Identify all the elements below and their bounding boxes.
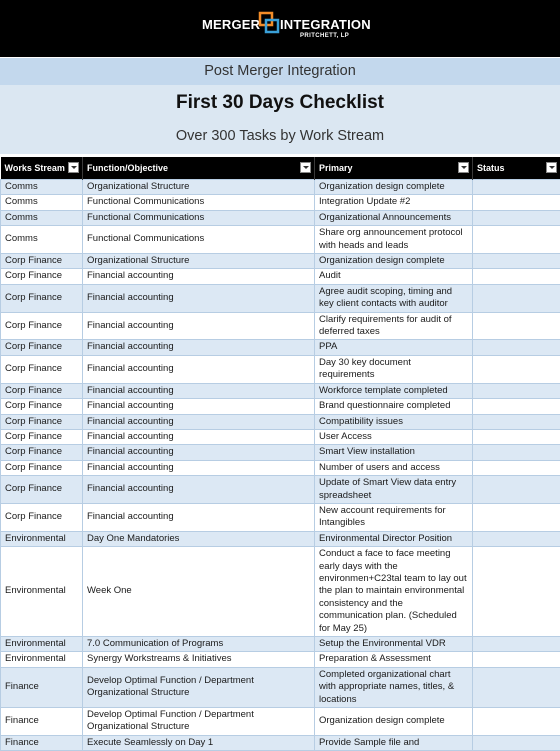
table-row xyxy=(1,503,560,531)
cell-status[interactable] xyxy=(473,429,560,444)
cell-works-stream[interactable]: Corp Finance xyxy=(1,312,83,340)
logo-word-merger: MERGER xyxy=(202,17,260,32)
cell-status[interactable] xyxy=(473,445,560,460)
cell-primary[interactable]: Organization design complete xyxy=(315,708,473,736)
cell-works-stream[interactable]: Environmental xyxy=(1,531,83,546)
cell-function[interactable]: Financial accounting xyxy=(83,269,315,284)
cell-function[interactable]: Financial accounting xyxy=(83,414,315,429)
cell-works-stream[interactable]: Comms xyxy=(1,195,83,210)
cell-works-stream[interactable]: Corp Finance xyxy=(1,399,83,414)
table-row xyxy=(1,460,560,475)
table-row xyxy=(1,667,560,707)
table-row xyxy=(1,531,560,546)
table-body xyxy=(1,180,560,751)
cell-function[interactable]: Functional Communications xyxy=(83,210,315,225)
cell-primary[interactable]: Environmental Director Position xyxy=(315,531,473,546)
cell-works-stream[interactable]: Finance xyxy=(1,708,83,736)
table-row xyxy=(1,355,560,383)
filter-dropdown-icon[interactable] xyxy=(458,162,469,173)
cell-status[interactable] xyxy=(473,503,560,531)
cell-primary[interactable]: Brand questionnaire completed xyxy=(315,399,473,414)
cell-works-stream[interactable]: Comms xyxy=(1,180,83,195)
cell-function[interactable]: Organizational Structure xyxy=(83,180,315,195)
cell-works-stream[interactable]: Corp Finance xyxy=(1,269,83,284)
cell-works-stream[interactable]: Corp Finance xyxy=(1,429,83,444)
table-row xyxy=(1,210,560,225)
cell-status[interactable] xyxy=(473,340,560,355)
cell-function[interactable]: Synergy Workstreams & Initiatives xyxy=(83,652,315,667)
cell-function[interactable]: Day One Mandatories xyxy=(83,531,315,546)
cell-primary[interactable]: Day 30 key document requirements xyxy=(315,355,473,383)
logo-subtitle: PRITCHETT, LP xyxy=(300,33,349,39)
cell-function[interactable]: Financial accounting xyxy=(83,355,315,383)
cell-primary[interactable]: Update of Smart View data entry spreadsheet xyxy=(315,476,473,504)
column-header-primary: Primary xyxy=(315,157,473,180)
cell-status[interactable] xyxy=(473,383,560,398)
table-row xyxy=(1,429,560,444)
cell-works-stream[interactable]: Environmental xyxy=(1,652,83,667)
page-subtitle: Post Merger Integration xyxy=(0,58,560,85)
column-header-function: Function/Objective xyxy=(83,157,315,180)
column-header-works-stream: Works Stream xyxy=(1,157,83,180)
cell-status[interactable] xyxy=(473,226,560,254)
cell-works-stream[interactable]: Corp Finance xyxy=(1,460,83,475)
cell-function[interactable]: Financial accounting xyxy=(83,476,315,504)
cell-status[interactable] xyxy=(473,476,560,504)
cell-function[interactable]: Financial accounting xyxy=(83,340,315,355)
table-row xyxy=(1,399,560,414)
cell-status[interactable] xyxy=(473,210,560,225)
cell-status[interactable] xyxy=(473,180,560,195)
table-row xyxy=(1,383,560,398)
cell-status[interactable] xyxy=(473,312,560,340)
table-row xyxy=(1,226,560,254)
table-row xyxy=(1,254,560,269)
header-bar xyxy=(0,0,560,57)
cell-function[interactable]: 7.0 Communication of Programs xyxy=(83,637,315,652)
cell-primary[interactable]: Share org announcement protocol with heads and leads xyxy=(315,226,473,254)
checklist-table xyxy=(0,157,560,751)
table-row xyxy=(1,312,560,340)
cell-function[interactable]: Execute Seamlessly on Day 1 xyxy=(83,735,315,750)
cell-status[interactable] xyxy=(473,284,560,312)
cell-function[interactable]: Financial accounting xyxy=(83,284,315,312)
cell-status[interactable] xyxy=(473,735,560,750)
cell-primary[interactable]: User Access xyxy=(315,429,473,444)
cell-works-stream[interactable]: Corp Finance xyxy=(1,503,83,531)
cell-function[interactable]: Financial accounting xyxy=(83,399,315,414)
cell-works-stream[interactable]: Corp Finance xyxy=(1,445,83,460)
cell-primary[interactable]: Setup the Environmental VDR xyxy=(315,637,473,652)
cell-primary[interactable]: Smart View installation xyxy=(315,445,473,460)
cell-function[interactable]: Financial accounting xyxy=(83,460,315,475)
cell-primary[interactable]: Provide Sample file and xyxy=(315,735,473,750)
cell-status[interactable] xyxy=(473,652,560,667)
cell-primary[interactable]: Agree audit scoping, timing and key client contacts with auditor xyxy=(315,284,473,312)
filter-dropdown-icon[interactable] xyxy=(68,162,79,173)
table-row xyxy=(1,476,560,504)
cell-primary[interactable]: Preparation & Assessment xyxy=(315,652,473,667)
cell-status[interactable] xyxy=(473,531,560,546)
cell-function[interactable]: Week One xyxy=(83,547,315,637)
cell-works-stream[interactable]: Finance xyxy=(1,667,83,707)
cell-status[interactable] xyxy=(473,460,560,475)
cell-primary[interactable]: Completed organizational chart with appropriate names, titles, & locations xyxy=(315,667,473,707)
table-row xyxy=(1,708,560,736)
cell-works-stream[interactable]: Finance xyxy=(1,735,83,750)
cell-function[interactable]: Financial accounting xyxy=(83,312,315,340)
cell-function[interactable]: Develop Optimal Function / Department Organizational Structure xyxy=(83,667,315,707)
cell-function[interactable]: Financial accounting xyxy=(83,383,315,398)
cell-primary[interactable]: Audit xyxy=(315,269,473,284)
cell-primary[interactable]: PPA xyxy=(315,340,473,355)
cell-primary[interactable]: Organization design complete xyxy=(315,254,473,269)
filter-dropdown-icon[interactable] xyxy=(300,162,311,173)
cell-function[interactable]: Organizational Structure xyxy=(83,254,315,269)
cell-status[interactable] xyxy=(473,414,560,429)
cell-primary[interactable]: Number of users and access xyxy=(315,460,473,475)
logo-squares-icon xyxy=(258,11,282,37)
cell-works-stream[interactable]: Corp Finance xyxy=(1,284,83,312)
table-header-row xyxy=(1,157,560,180)
table-row xyxy=(1,652,560,667)
table-row xyxy=(1,180,560,195)
table-row xyxy=(1,284,560,312)
cell-primary[interactable]: Integration Update #2 xyxy=(315,195,473,210)
cell-status[interactable] xyxy=(473,269,560,284)
table-row xyxy=(1,414,560,429)
cell-primary[interactable]: Clarify requirements for audit of deferred taxes xyxy=(315,312,473,340)
cell-status[interactable] xyxy=(473,355,560,383)
cell-status[interactable] xyxy=(473,399,560,414)
cell-status[interactable] xyxy=(473,195,560,210)
table-row xyxy=(1,195,560,210)
cell-works-stream[interactable]: Corp Finance xyxy=(1,476,83,504)
cell-status[interactable] xyxy=(473,547,560,637)
table-row xyxy=(1,547,560,637)
cell-primary[interactable]: Organizational Announcements xyxy=(315,210,473,225)
table-row xyxy=(1,445,560,460)
table-row xyxy=(1,735,560,750)
cell-works-stream[interactable]: Environmental xyxy=(1,547,83,637)
cell-works-stream[interactable]: Environmental xyxy=(1,637,83,652)
cell-function[interactable]: Financial accounting xyxy=(83,503,315,531)
table-row xyxy=(1,269,560,284)
filter-dropdown-icon[interactable] xyxy=(546,162,557,173)
cell-status[interactable] xyxy=(473,708,560,736)
cell-function[interactable]: Functional Communications xyxy=(83,195,315,210)
cell-works-stream[interactable]: Corp Finance xyxy=(1,414,83,429)
cell-primary[interactable]: New account requirements for Intangibles xyxy=(315,503,473,531)
cell-function[interactable]: Develop Optimal Function / Department Organizational Structure xyxy=(83,708,315,736)
table-row xyxy=(1,340,560,355)
table-row xyxy=(1,637,560,652)
cell-works-stream[interactable]: Comms xyxy=(1,210,83,225)
cell-works-stream[interactable]: Corp Finance xyxy=(1,254,83,269)
cell-status[interactable] xyxy=(473,637,560,652)
cell-primary[interactable]: Organization design complete xyxy=(315,180,473,195)
cell-works-stream[interactable]: Comms xyxy=(1,226,83,254)
cell-primary[interactable]: Workforce template completed xyxy=(315,383,473,398)
cell-primary[interactable]: Conduct a face to face meeting early days with the environmen+C23tal team to lay out the plan to maintain environmental consistency and the communication plan. (Scheduled for May 25) xyxy=(315,547,473,637)
cell-status[interactable] xyxy=(473,667,560,707)
cell-status[interactable] xyxy=(473,254,560,269)
cell-function[interactable]: Financial accounting xyxy=(83,429,315,444)
page-tagline: Over 300 Tasks by Work Stream xyxy=(0,121,560,154)
cell-function[interactable]: Functional Communications xyxy=(83,226,315,254)
column-header-status: Status xyxy=(473,157,560,180)
logo-word-integration: INTEGRATION xyxy=(280,17,371,32)
cell-works-stream[interactable]: Corp Finance xyxy=(1,355,83,383)
cell-function[interactable]: Financial accounting xyxy=(83,445,315,460)
page-title: First 30 Days Checklist xyxy=(0,85,560,121)
cell-works-stream[interactable]: Corp Finance xyxy=(1,340,83,355)
cell-works-stream[interactable]: Corp Finance xyxy=(1,383,83,398)
company-logo xyxy=(200,11,370,45)
cell-primary[interactable]: Compatibility issues xyxy=(315,414,473,429)
